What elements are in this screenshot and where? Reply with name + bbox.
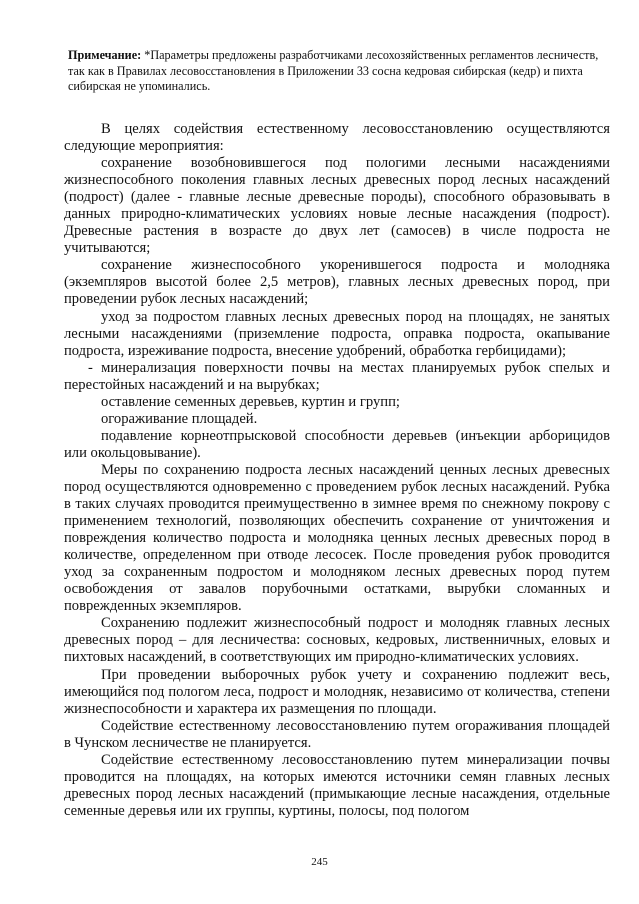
paragraph-item: сохранение жизнеспособного укоренившегося подроста и молодняка (экземпляров высотой более 2,5 метров), главных лесных древесных пород, при проведении рубок лесных насаждений; bbox=[64, 257, 610, 308]
paragraph-intro: В целях содействия естественному лесовосстановлению осуществляются следующие мероприятия: bbox=[64, 121, 610, 155]
paragraph-item: огораживание площадей. bbox=[101, 410, 258, 427]
paragraph: Сохранению подлежит жизнеспособный подрост и молодняк главных лесных древесных пород – для лесничества: сосновых, кедровых, лиственничных, еловых и пихтовых насаждений, в соответствующих им природно-климатических условиях. bbox=[64, 615, 610, 666]
footnote-note bbox=[68, 48, 604, 95]
paragraph-item: - минерализация поверхности почвы на местах планируемых рубок спелых и перестойных насаждений и на вырубках; bbox=[64, 359, 610, 393]
paragraph: Меры по сохранению подроста лесных насаждений ценных лесных древесных пород осуществляются одновременно с проведением рубок лесных насаждений. Рубка в таких случаях проводится преимущественно в зимнее время по снежному покрову с применением технологий, позволяющих обеспечить сохранение от уничтожения и повреждения количество подроста и молодняка ценных лесных древесных пород в количестве, определенном при отводе лесосек. После проведения рубок проводится уход за сохраненным подростом и молодняком лесных древесных пород путем освобождения от завалов порубочными остатками, вырубки сломанных и поврежденных экземпляров. bbox=[64, 461, 610, 615]
paragraph-item: сохранение возобновившегося под пологими лесными насаждениями жизнеспособного поколения главных лесных древесных пород лесных насаждений (подрост) (далее - главные лесные древесные породы), способного образовывать в данных природно-климатических условиях новые лесные насаждения (подрост). Древесные растения в возрасте до двух лет (самосев) в числе подроста не учитываются; bbox=[64, 155, 610, 257]
paragraph: Содействие естественному лесовосстановлению путем минерализации почвы проводится на площадях, на которых имеются источники семян главных лесных древесных пород лесных насаждений (примыкающие лесные насаждения, отдельные семенные деревья или их группы, куртины, полосы, под пологом bbox=[64, 751, 610, 819]
page-number: 245 bbox=[311, 856, 328, 868]
note-text: *Параметры предложены разработчиками лесохозяйственных регламентов лесничеств, так как в Правилах лесовосстановления в Приложении 33 сосна кедровая сибирская (кедр) и пихта сибирская не упоминались. bbox=[68, 48, 599, 94]
paragraph: При проведении выборочных рубок учету и сохранению подлежит весь, имеющийся под пологом леса, подрост и молодняк, независимо от количества, степени жизнеспособности и характера их размещения по площади. bbox=[64, 666, 610, 717]
paragraph-item: оставление семенных деревьев, куртин и групп; bbox=[101, 393, 400, 410]
paragraph: Содействие естественному лесовосстановлению путем огораживания площадей в Чунском лесничестве не планируется. bbox=[64, 717, 610, 751]
paragraph-item: уход за подростом главных лесных древесных пород на площадях, не занятых лесными насаждениями (приземление подроста, оправка подроста, окапывание подроста, изреживание подроста, внесение удобрений, обработка гербицидами); bbox=[64, 308, 610, 359]
main-text bbox=[64, 121, 610, 820]
note-label: Примечание: bbox=[68, 48, 142, 62]
paragraph-item: подавление корнеотпрысковой способности деревьев (инъекции арборицидов или окольцовывание). bbox=[64, 427, 610, 461]
